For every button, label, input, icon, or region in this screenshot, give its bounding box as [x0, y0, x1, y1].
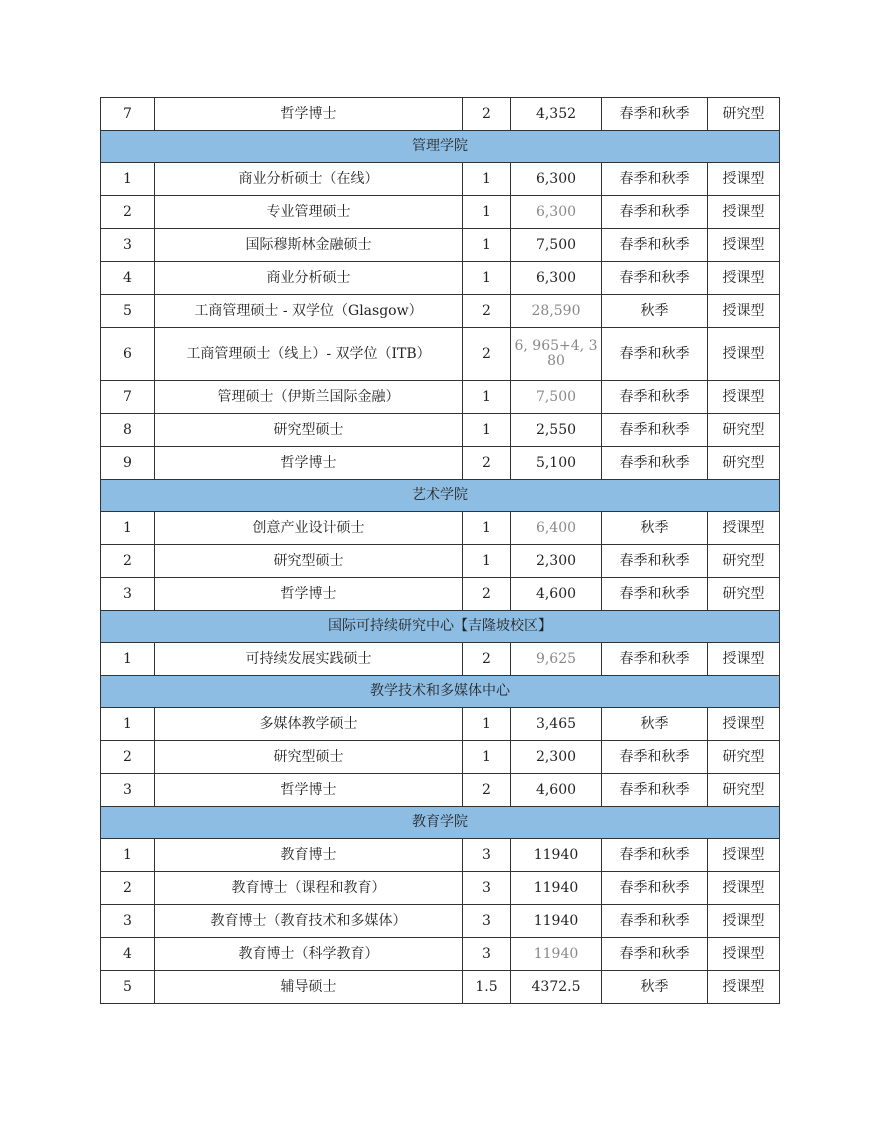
section-title: 教学技术和多媒体中心 [101, 676, 780, 708]
duration-cell: 2 [463, 98, 511, 131]
duration-cell: 1 [463, 414, 511, 447]
program-name-cell: 哲学博士 [155, 447, 463, 480]
intake-cell: 春季和秋季 [602, 163, 708, 196]
program-type-cell: 研究型 [708, 545, 780, 578]
program-name-cell: 研究型硕士 [155, 545, 463, 578]
section-title: 教育学院 [101, 807, 780, 839]
intake-cell: 春季和秋季 [602, 938, 708, 971]
table-row [101, 643, 780, 676]
program-name-cell: 教育博士（课程和教育） [155, 872, 463, 905]
row-number-cell: 1 [101, 512, 155, 545]
row-number-cell: 2 [101, 196, 155, 229]
program-type-cell: 授课型 [708, 872, 780, 905]
duration-cell: 2 [463, 295, 511, 328]
program-type-cell: 授课型 [708, 262, 780, 295]
duration-cell: 2 [463, 447, 511, 480]
row-number-cell: 3 [101, 578, 155, 611]
duration-cell: 3 [463, 938, 511, 971]
tuition-fee-cell: 2,550 [511, 414, 602, 447]
intake-cell: 春季和秋季 [602, 229, 708, 262]
section-title: 艺术学院 [101, 480, 780, 512]
intake-cell: 春季和秋季 [602, 741, 708, 774]
program-name-cell: 辅导硕士 [155, 971, 463, 1004]
intake-cell: 春季和秋季 [602, 262, 708, 295]
program-name-cell: 哲学博士 [155, 98, 463, 131]
program-name-cell: 哲学博士 [155, 578, 463, 611]
duration-cell: 2 [463, 774, 511, 807]
tuition-fee-cell: 6, 965+4, 380 [511, 328, 602, 381]
duration-cell: 1 [463, 262, 511, 295]
duration-cell: 1 [463, 741, 511, 774]
table-row [101, 512, 780, 545]
tuition-fee-cell: 4,352 [511, 98, 602, 131]
intake-cell: 春季和秋季 [602, 196, 708, 229]
duration-cell: 1.5 [463, 971, 511, 1004]
program-type-cell: 授课型 [708, 971, 780, 1004]
row-number-cell: 7 [101, 98, 155, 131]
table-row [101, 295, 780, 328]
program-type-cell: 授课型 [708, 839, 780, 872]
intake-cell: 秋季 [602, 295, 708, 328]
table-row [101, 872, 780, 905]
section-header-row [101, 676, 780, 708]
table-row [101, 839, 780, 872]
program-type-cell: 授课型 [708, 512, 780, 545]
program-name-cell: 商业分析硕士 [155, 262, 463, 295]
tuition-fee-cell: 4,600 [511, 774, 602, 807]
duration-cell: 2 [463, 643, 511, 676]
tuition-fee-cell: 11940 [511, 872, 602, 905]
row-number-cell: 4 [101, 262, 155, 295]
tuition-fee-cell: 11940 [511, 839, 602, 872]
program-name-cell: 多媒体教学硕士 [155, 708, 463, 741]
duration-cell: 1 [463, 229, 511, 262]
program-fee-table [100, 97, 780, 1004]
table-row [101, 545, 780, 578]
program-type-cell: 研究型 [708, 98, 780, 131]
tuition-fee-cell: 6,300 [511, 163, 602, 196]
duration-cell: 1 [463, 708, 511, 741]
program-type-cell: 授课型 [708, 196, 780, 229]
duration-cell: 3 [463, 872, 511, 905]
program-type-cell: 授课型 [708, 938, 780, 971]
table-row [101, 328, 780, 381]
tuition-fee-cell: 6,400 [511, 512, 602, 545]
intake-cell: 春季和秋季 [602, 872, 708, 905]
tuition-fee-cell: 11940 [511, 938, 602, 971]
tuition-fee-cell: 4,600 [511, 578, 602, 611]
section-title: 国际可持续研究中心【吉隆坡校区】 [101, 611, 780, 643]
row-number-cell: 7 [101, 381, 155, 414]
intake-cell: 秋季 [602, 708, 708, 741]
intake-cell: 春季和秋季 [602, 328, 708, 381]
intake-cell: 春季和秋季 [602, 545, 708, 578]
program-type-cell: 研究型 [708, 774, 780, 807]
section-header-row [101, 807, 780, 839]
table-row [101, 381, 780, 414]
intake-cell: 春季和秋季 [602, 774, 708, 807]
row-number-cell: 5 [101, 295, 155, 328]
tuition-fee-cell: 7,500 [511, 229, 602, 262]
tuition-fee-cell: 5,100 [511, 447, 602, 480]
duration-cell: 1 [463, 163, 511, 196]
intake-cell: 春季和秋季 [602, 905, 708, 938]
program-name-cell: 国际穆斯林金融硕士 [155, 229, 463, 262]
program-name-cell: 研究型硕士 [155, 741, 463, 774]
table-row [101, 262, 780, 295]
row-number-cell: 1 [101, 839, 155, 872]
program-name-cell: 工商管理硕士（线上）- 双学位（ITB） [155, 328, 463, 381]
row-number-cell: 1 [101, 708, 155, 741]
table-row [101, 196, 780, 229]
program-type-cell: 授课型 [708, 643, 780, 676]
section-header-row [101, 131, 780, 163]
row-number-cell: 5 [101, 971, 155, 1004]
program-name-cell: 教育博士（教育技术和多媒体） [155, 905, 463, 938]
program-type-cell: 研究型 [708, 578, 780, 611]
program-name-cell: 商业分析硕士（在线） [155, 163, 463, 196]
duration-cell: 1 [463, 381, 511, 414]
intake-cell: 春季和秋季 [602, 381, 708, 414]
table-row [101, 971, 780, 1004]
table-row [101, 741, 780, 774]
table-row [101, 578, 780, 611]
tuition-fee-cell: 3,465 [511, 708, 602, 741]
row-number-cell: 3 [101, 229, 155, 262]
row-number-cell: 3 [101, 774, 155, 807]
row-number-cell: 2 [101, 741, 155, 774]
row-number-cell: 3 [101, 905, 155, 938]
program-type-cell: 授课型 [708, 163, 780, 196]
table-row [101, 938, 780, 971]
program-name-cell: 专业管理硕士 [155, 196, 463, 229]
tuition-fee-cell: 28,590 [511, 295, 602, 328]
intake-cell: 春季和秋季 [602, 643, 708, 676]
program-type-cell: 授课型 [708, 708, 780, 741]
table-row [101, 98, 780, 131]
table-row [101, 414, 780, 447]
duration-cell: 2 [463, 328, 511, 381]
program-name-cell: 工商管理硕士 - 双学位（Glasgow） [155, 295, 463, 328]
program-name-cell: 哲学博士 [155, 774, 463, 807]
row-number-cell: 9 [101, 447, 155, 480]
intake-cell: 春季和秋季 [602, 839, 708, 872]
section-header-row [101, 480, 780, 512]
program-name-cell: 可持续发展实践硕士 [155, 643, 463, 676]
row-number-cell: 2 [101, 545, 155, 578]
intake-cell: 春季和秋季 [602, 578, 708, 611]
row-number-cell: 1 [101, 643, 155, 676]
tuition-fee-cell: 6,300 [511, 262, 602, 295]
program-name-cell: 管理硕士（伊斯兰国际金融） [155, 381, 463, 414]
table-row [101, 708, 780, 741]
table-row [101, 447, 780, 480]
program-type-cell: 授课型 [708, 229, 780, 262]
section-title: 管理学院 [101, 131, 780, 163]
intake-cell: 春季和秋季 [602, 98, 708, 131]
program-name-cell: 教育博士 [155, 839, 463, 872]
tuition-fee-cell: 2,300 [511, 545, 602, 578]
tuition-fee-cell: 9,625 [511, 643, 602, 676]
duration-cell: 1 [463, 196, 511, 229]
table-row [101, 163, 780, 196]
row-number-cell: 1 [101, 163, 155, 196]
program-type-cell: 授课型 [708, 381, 780, 414]
program-name-cell: 研究型硕士 [155, 414, 463, 447]
table-row [101, 229, 780, 262]
duration-cell: 3 [463, 839, 511, 872]
program-type-cell: 研究型 [708, 447, 780, 480]
program-type-cell: 授课型 [708, 328, 780, 381]
duration-cell: 2 [463, 578, 511, 611]
tuition-fee-cell: 11940 [511, 905, 602, 938]
table-row [101, 905, 780, 938]
table-row [101, 774, 780, 807]
duration-cell: 3 [463, 905, 511, 938]
section-header-row [101, 611, 780, 643]
intake-cell: 春季和秋季 [602, 447, 708, 480]
duration-cell: 1 [463, 512, 511, 545]
tuition-fee-cell: 4372.5 [511, 971, 602, 1004]
tuition-fee-cell: 2,300 [511, 741, 602, 774]
intake-cell: 春季和秋季 [602, 414, 708, 447]
program-name-cell: 教育博士（科学教育） [155, 938, 463, 971]
table-body [101, 98, 780, 1004]
duration-cell: 1 [463, 545, 511, 578]
row-number-cell: 8 [101, 414, 155, 447]
row-number-cell: 2 [101, 872, 155, 905]
row-number-cell: 6 [101, 328, 155, 381]
program-type-cell: 授课型 [708, 295, 780, 328]
program-name-cell: 创意产业设计硕士 [155, 512, 463, 545]
tuition-fee-cell: 6,300 [511, 196, 602, 229]
program-type-cell: 研究型 [708, 741, 780, 774]
program-type-cell: 研究型 [708, 414, 780, 447]
tuition-fee-cell: 7,500 [511, 381, 602, 414]
row-number-cell: 4 [101, 938, 155, 971]
intake-cell: 秋季 [602, 971, 708, 1004]
program-type-cell: 授课型 [708, 905, 780, 938]
intake-cell: 秋季 [602, 512, 708, 545]
